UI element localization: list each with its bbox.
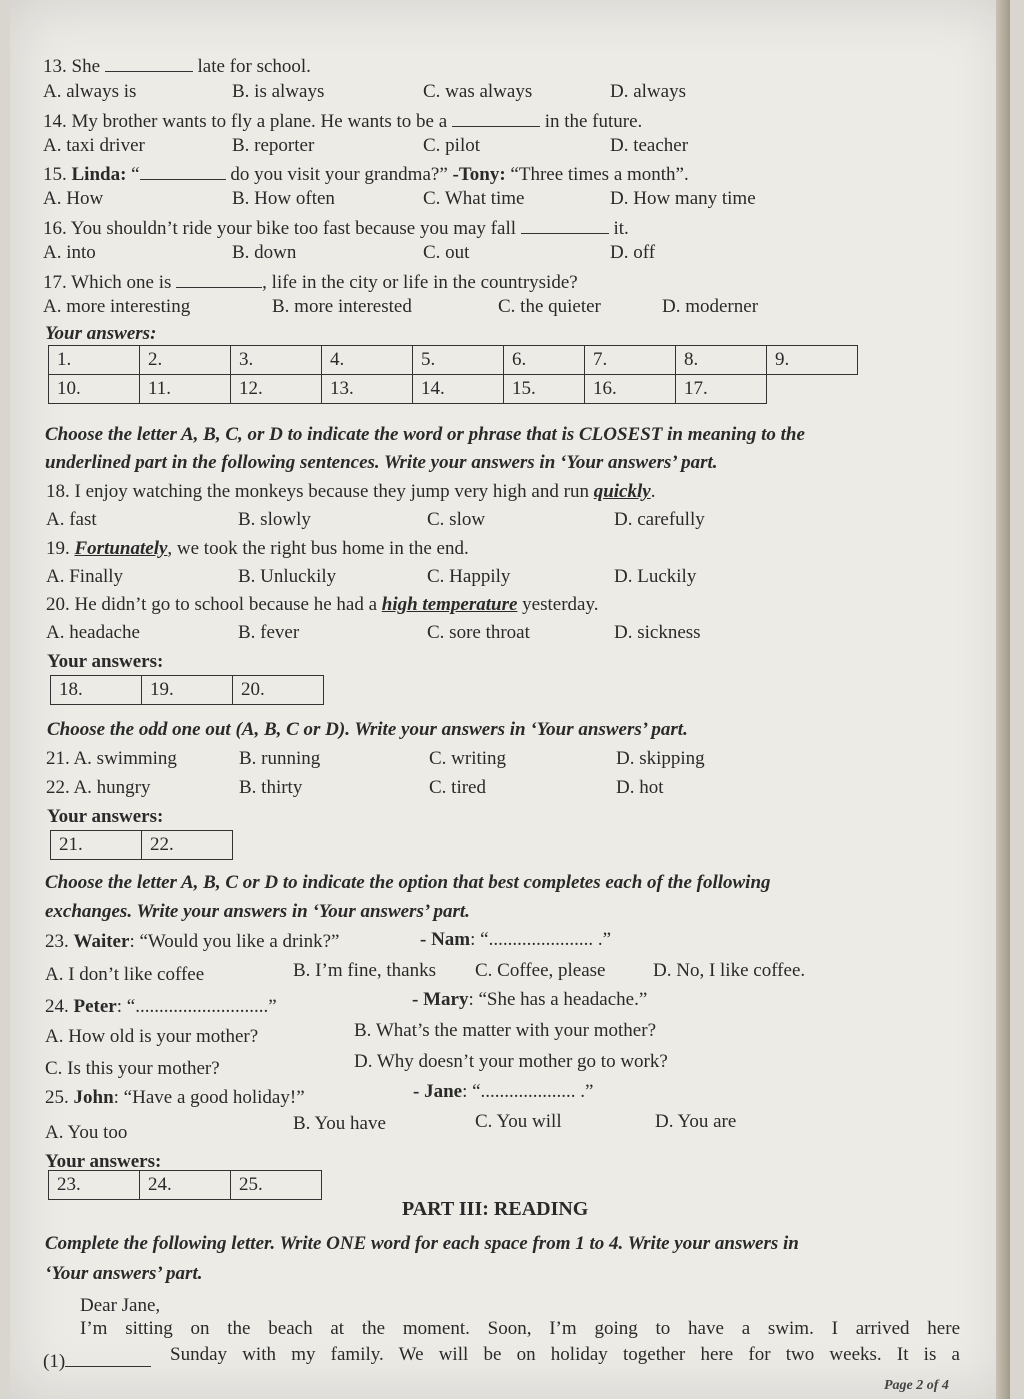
question-15 — [43, 161, 689, 186]
answer-cell[interactable]: 19. — [142, 676, 233, 705]
section-instruction-exchanges: Choose the letter A, B, C or D to indicate the option that best completes each of the following — [45, 872, 771, 893]
question-19-number: 19. — [46, 538, 70, 559]
option-a: A. taxi driver — [43, 135, 145, 156]
option-c: C. Is this your mother? — [45, 1058, 220, 1079]
answer-blank[interactable] — [521, 215, 609, 234]
reading-instruction-2: ‘Your answers’ part. — [45, 1263, 203, 1284]
speaker-john: John — [73, 1087, 114, 1108]
option-c: C. pilot — [423, 135, 481, 156]
answer-blank[interactable] — [140, 161, 226, 180]
question-15-reply: “Three times a month”. — [510, 164, 689, 185]
option-a: A. You too — [45, 1122, 128, 1143]
question-23 — [45, 931, 340, 953]
question-17-stem: 17. Which one is — [43, 272, 172, 293]
option-b: B. You have — [293, 1113, 386, 1134]
letter-greeting: Dear Jane, — [80, 1295, 161, 1316]
question-15-number: 15. — [43, 164, 67, 185]
empty-cell — [767, 375, 858, 404]
option-c: C. slow — [427, 509, 486, 530]
answer-cell[interactable]: 11. — [140, 375, 231, 404]
question-23-number: 23. — [45, 931, 69, 952]
question-13-end: late for school. — [197, 56, 311, 77]
option-b: B. fever — [238, 622, 300, 643]
option-c: C. the quieter — [498, 296, 601, 317]
answer-cell[interactable]: 3. — [231, 346, 322, 375]
speaker-jane: - Jane — [413, 1081, 463, 1102]
option-a: A. How old is your mother? — [45, 1026, 259, 1047]
speaker-tony: -Tony: — [452, 164, 506, 185]
answer-cell[interactable]: 1. — [49, 346, 140, 375]
your-answers-label: Your answers: — [47, 651, 164, 672]
option-d: D. moderner — [662, 296, 759, 317]
answer-blank[interactable] — [65, 1348, 151, 1367]
your-answers-label: Your answers: — [47, 806, 164, 827]
option-d: D. skipping — [616, 748, 705, 769]
underlined-word: Fortunately — [74, 538, 168, 559]
option-d: D. teacher — [610, 135, 689, 156]
question-23-stem: : “Would you like a drink?” — [129, 931, 340, 952]
speaker-nam: - Nam — [420, 929, 471, 950]
question-20 — [46, 594, 599, 616]
answer-cell[interactable]: 7. — [585, 346, 676, 375]
option-c: C. Coffee, please — [475, 960, 606, 981]
question-19-stem: , we took the right bus home in the end. — [167, 538, 469, 559]
question-21 — [46, 748, 177, 770]
option-a: A. I don’t like coffee — [45, 964, 205, 985]
question-13 — [43, 53, 311, 78]
option-c: C. You will — [475, 1111, 562, 1132]
question-18-end: . — [650, 481, 656, 502]
question-19 — [46, 538, 469, 560]
section-instruction-odd-one-out: Choose the odd one out (A, B, C or D). Write your answers in ‘Your answers’ part. — [47, 719, 688, 740]
question-24-stem: : “She has a headache.” — [468, 989, 648, 1010]
question-14-stem: 14. My brother wants to fly a plane. He wants to be a — [43, 111, 448, 132]
answer-cell[interactable]: 23. — [49, 1171, 140, 1200]
question-16 — [43, 215, 629, 240]
answer-cell[interactable]: 2. — [140, 346, 231, 375]
answer-cell[interactable]: 13. — [322, 375, 413, 404]
reply-blank[interactable]: : “...................... .” — [470, 929, 612, 950]
answer-grid-18-20 — [50, 675, 324, 705]
question-25-number: 25. — [45, 1087, 69, 1108]
option-a: A. fast — [46, 509, 97, 530]
option-a: A. swimming — [73, 748, 177, 769]
reply-blank[interactable]: : “.................... .” — [462, 1081, 594, 1102]
answer-grid-21-22 — [50, 830, 233, 860]
option-c: C. writing — [429, 748, 507, 769]
option-c: C. Happily — [427, 566, 511, 587]
option-a: A. How — [43, 188, 104, 209]
option-d: D. always — [610, 81, 686, 102]
section-instruction-closest: Choose the letter A, B, C, or D to indicate the word or phrase that is CLOSEST in meaning to the — [45, 424, 805, 445]
question-16-stem: 16. You shouldn’t ride your bike too fast because you may fall — [43, 218, 516, 239]
speaker-mary: - Mary — [412, 989, 469, 1010]
option-a: A. headache — [46, 622, 140, 643]
question-18 — [46, 481, 655, 503]
option-a: A. more interesting — [43, 296, 191, 317]
option-a: A. Finally — [46, 566, 124, 587]
option-d: D. sickness — [614, 622, 701, 643]
option-d: D. How many time — [610, 188, 756, 209]
letter-text-line-1: I’m sitting on the beach at the moment. Soon, I’m going to have a swim. I arrived here — [80, 1318, 960, 1339]
answer-blank[interactable] — [105, 53, 193, 72]
answer-cell[interactable]: 21. — [51, 831, 142, 860]
answer-cell[interactable]: 18. — [51, 676, 142, 705]
answer-cell[interactable]: 12. — [231, 375, 322, 404]
question-25-reply — [413, 1081, 593, 1103]
option-d: D. off — [610, 242, 656, 263]
question-23-reply — [420, 929, 611, 951]
answer-cell[interactable]: 4. — [322, 346, 413, 375]
answer-cell[interactable]: 20. — [233, 676, 324, 705]
answer-cell[interactable]: 6. — [504, 346, 585, 375]
option-a: A. always is — [43, 81, 137, 102]
question-20-stem: 20. He didn’t go to school because he had a — [46, 594, 378, 615]
question-14-end: in the future. — [544, 111, 643, 132]
question-18-stem: 18. I enjoy watching the monkeys because they jump very high and run — [46, 481, 589, 502]
option-b: B. reporter — [232, 135, 315, 156]
option-c: C. tired — [429, 777, 486, 798]
section-instruction-closest-2: underlined part in the following sentences. Write your answers in ‘Your answers’ part. — [45, 452, 718, 473]
question-20-end: yesterday. — [522, 594, 599, 615]
question-24-number: 24. — [45, 996, 69, 1017]
question-25 — [45, 1087, 305, 1109]
answer-cell[interactable]: 8. — [676, 346, 767, 375]
option-b: B. What’s the matter with your mother? — [354, 1020, 656, 1041]
answer-cell[interactable]: 14. — [413, 375, 504, 404]
option-c: C. out — [423, 242, 470, 263]
letter-text-line-2: Sunday with my family. We will be on holiday together here for two weeks. It is a — [170, 1344, 960, 1365]
question-22 — [46, 777, 151, 799]
answer-grid-1-17 — [48, 345, 858, 404]
answer-cell[interactable]: 22. — [142, 831, 233, 860]
answer-cell[interactable]: 25. — [231, 1171, 322, 1200]
underlined-word: quickly — [593, 481, 651, 502]
question-25-stem: : “Have a good holiday!” — [113, 1087, 305, 1108]
option-a: A. into — [43, 242, 96, 263]
question-24 — [45, 996, 277, 1018]
option-c: C. sore throat — [427, 622, 530, 643]
question-14 — [43, 108, 642, 133]
question-24-reply — [412, 989, 647, 1011]
option-b: B. is always — [232, 81, 325, 102]
option-b: B. How often — [232, 188, 335, 209]
quote-open: “ — [131, 164, 140, 185]
answer-blank[interactable] — [452, 108, 540, 127]
answer-cell[interactable]: 9. — [767, 346, 858, 375]
letter-gap-1 — [43, 1348, 151, 1373]
paper-edge — [996, 0, 1010, 1399]
your-answers-label: Your answers: — [45, 1151, 162, 1172]
question-17-end: , life in the city or life in the countryside? — [262, 272, 578, 293]
question-13-stem: 13. She — [43, 56, 100, 77]
speaker-linda: Linda: — [71, 164, 127, 185]
option-c: C. was always — [423, 81, 533, 102]
option-c: C. What time — [423, 188, 525, 209]
section-instruction-exchanges-2: exchanges. Write your answers in ‘Your answers’ part. — [45, 901, 470, 922]
underlined-phrase: high temperature — [381, 594, 518, 615]
option-d: D. No, I like coffee. — [653, 960, 806, 981]
question-22-number: 22. — [46, 777, 70, 798]
option-b: B. I’m fine, thanks — [293, 960, 437, 981]
answer-cell[interactable]: 5. — [413, 346, 504, 375]
option-d: D. You are — [655, 1111, 737, 1132]
reply-blank[interactable]: : “............................” — [116, 996, 277, 1017]
question-21-number: 21. — [46, 748, 70, 769]
option-b: B. slowly — [238, 509, 311, 530]
option-d: D. hot — [616, 777, 664, 798]
option-b: B. more interested — [272, 296, 412, 317]
gap-number: (1) — [43, 1351, 66, 1372]
reading-instruction: Complete the following letter. Write ONE word for each space from 1 to 4. Write your answers in — [45, 1233, 799, 1254]
exam-page — [10, 0, 1010, 1399]
answer-grid-23-25 — [48, 1170, 322, 1200]
answer-cell[interactable]: 15. — [504, 375, 585, 404]
answer-blank[interactable] — [176, 269, 262, 288]
page-number: Page 2 of 4 — [884, 1378, 949, 1393]
option-b: B. Unluckily — [238, 566, 337, 587]
answer-cell[interactable]: 10. — [49, 375, 140, 404]
your-answers-label: Your answers: — [45, 323, 157, 344]
option-a: A. hungry — [73, 777, 151, 798]
answer-cell[interactable]: 16. — [585, 375, 676, 404]
question-15-stem: do you visit your grandma?” — [230, 164, 448, 185]
answer-cell[interactable]: 24. — [140, 1171, 231, 1200]
option-b: B. down — [232, 242, 297, 263]
part-heading: PART III: READING — [402, 1198, 589, 1220]
question-16-end: it. — [613, 218, 629, 239]
option-d: D. Luckily — [614, 566, 697, 587]
answer-cell[interactable]: 17. — [676, 375, 767, 404]
option-d: D. carefully — [614, 509, 705, 530]
option-b: B. thirty — [239, 777, 303, 798]
option-b: B. running — [239, 748, 321, 769]
speaker-peter: Peter — [73, 996, 117, 1017]
option-d: D. Why doesn’t your mother go to work? — [354, 1051, 668, 1072]
question-17 — [43, 269, 578, 294]
speaker-waiter: Waiter — [73, 931, 130, 952]
